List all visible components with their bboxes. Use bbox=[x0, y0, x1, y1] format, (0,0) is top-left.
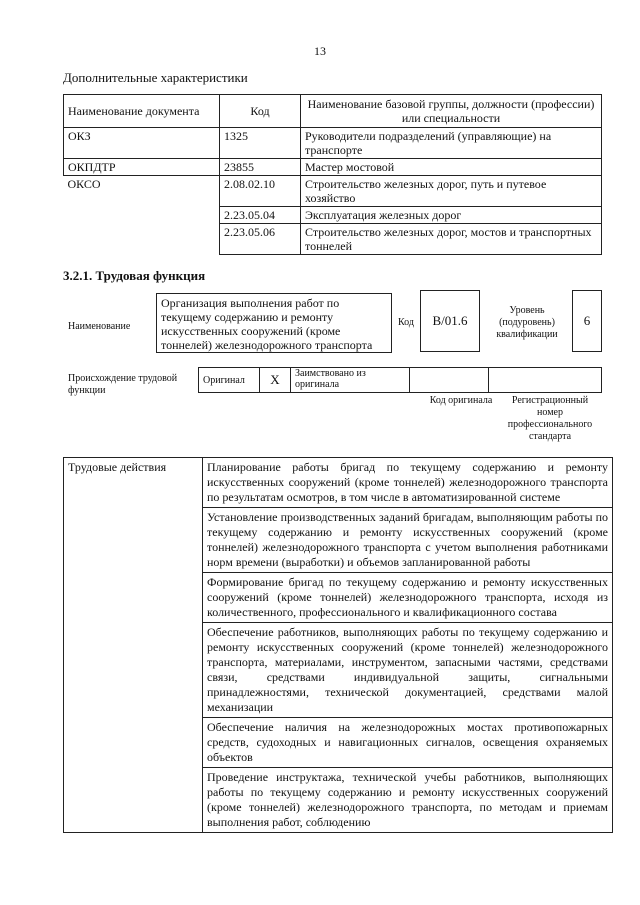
header-name: Наименование базовой группы, должности (профессии) или специальности bbox=[301, 95, 602, 128]
original-mark: X bbox=[260, 368, 291, 393]
row-doc: ОКСО bbox=[64, 176, 220, 255]
reg-number-label: Регистрационный номер профессионального стандарта bbox=[507, 395, 593, 442]
level-value: 6 bbox=[572, 290, 602, 352]
row-name: Строительство железных дорог, мостов и транспортных тоннелей bbox=[301, 224, 602, 255]
function-code-value: B/01.6 bbox=[420, 290, 480, 352]
table-row bbox=[64, 159, 602, 176]
row-code: 2.23.05.04 bbox=[220, 207, 301, 224]
additional-characteristics-table bbox=[63, 94, 602, 255]
labor-action-item: Обеспечение наличия на железнодорожных мостах противопожарных средств, судоходных и навигационных сигналов, освещения охраняемых объектов bbox=[203, 718, 613, 768]
table-row bbox=[64, 128, 602, 159]
table-row bbox=[64, 176, 602, 207]
row-code: 1325 bbox=[220, 128, 301, 159]
header-document: Наименование документа bbox=[64, 95, 220, 128]
labor-actions-table bbox=[63, 457, 613, 833]
original-code-cell bbox=[410, 368, 489, 393]
table-row bbox=[64, 458, 613, 508]
origin-table bbox=[198, 367, 602, 393]
origin-label: Происхождение трудовой функции bbox=[68, 373, 178, 396]
original-code-label: Код оригинала bbox=[429, 395, 493, 406]
header-code: Код bbox=[220, 95, 301, 128]
reg-number-cell bbox=[489, 368, 602, 393]
row-code: 2.23.05.06 bbox=[220, 224, 301, 255]
row-name: Мастер мостовой bbox=[301, 159, 602, 176]
row-doc: ОКПДТР bbox=[64, 159, 220, 176]
name-label: Наименование bbox=[68, 321, 131, 332]
labor-function-title: 3.2.1. Трудовая функция bbox=[63, 268, 206, 283]
level-label: Уровень (подуровень) квалификации bbox=[496, 305, 558, 340]
row-name: Эксплуатация железных дорог bbox=[301, 207, 602, 224]
row-doc: ОКЗ bbox=[64, 128, 220, 159]
labor-action-item: Планирование работы бригад по текущему содержанию и ремонту искусственных сооружений (кроме тоннелей) железнодорожного транспорта по результатам осмотров, в том числе в автоматизированной системе bbox=[203, 458, 613, 508]
additional-characteristics-title: Дополнительные характеристики bbox=[63, 70, 248, 85]
function-name-value: Организация выполнения работ по текущему содержанию и ремонту искусственных сооружений (кроме тоннелей) железнодорожного транспорта bbox=[156, 293, 392, 353]
code-label: Код bbox=[398, 317, 414, 328]
row-code: 2.08.02.10 bbox=[220, 176, 301, 207]
original-label: Оригинал bbox=[199, 368, 260, 393]
table-header-row bbox=[64, 95, 602, 128]
labor-action-item: Формирование бригад по текущему содержанию и ремонту искусственных сооружений (кроме тоннелей) железнодорожного транспорта, исходя из количественного, профессионального и квалификационного состава bbox=[203, 573, 613, 623]
borrowed-label: Заимствовано из оригинала bbox=[291, 368, 410, 393]
row-name: Руководители подразделений (управляющие) на транспорте bbox=[301, 128, 602, 159]
labor-action-item: Проведение инструктажа, технической учебы работников, выполняющих работы по текущему содержанию и ремонту искусственных сооружений (кроме тоннелей) железнодорожного транспорта, по методам и приемам выполнения работ, соблюдению bbox=[203, 768, 613, 833]
row-code: 23855 bbox=[220, 159, 301, 176]
labor-action-item: Установление производственных заданий бригадам, выполняющим работы по текущему содержанию и ремонту искусственных сооружений (кроме тоннелей) железнодорожного транспорта с учетом выполнения работниками норм времени (выработки) и объемов запланированной работы bbox=[203, 508, 613, 573]
page-number: 13 bbox=[314, 44, 326, 58]
labor-action-item: Обеспечение работников, выполняющих работы по текущему содержанию и ремонту искусственных сооружений (кроме тоннелей) железнодорожного транспорта, материалами, инструментом, запасными частями, средствами связи, средствами индивидуальной защиты, сигнальными принадлежностями, технической документацией, средствами малой механизации bbox=[203, 623, 613, 718]
labor-actions-label: Трудовые действия bbox=[64, 458, 203, 833]
row-name: Строительство железных дорог, путь и путевое хозяйство bbox=[301, 176, 602, 207]
